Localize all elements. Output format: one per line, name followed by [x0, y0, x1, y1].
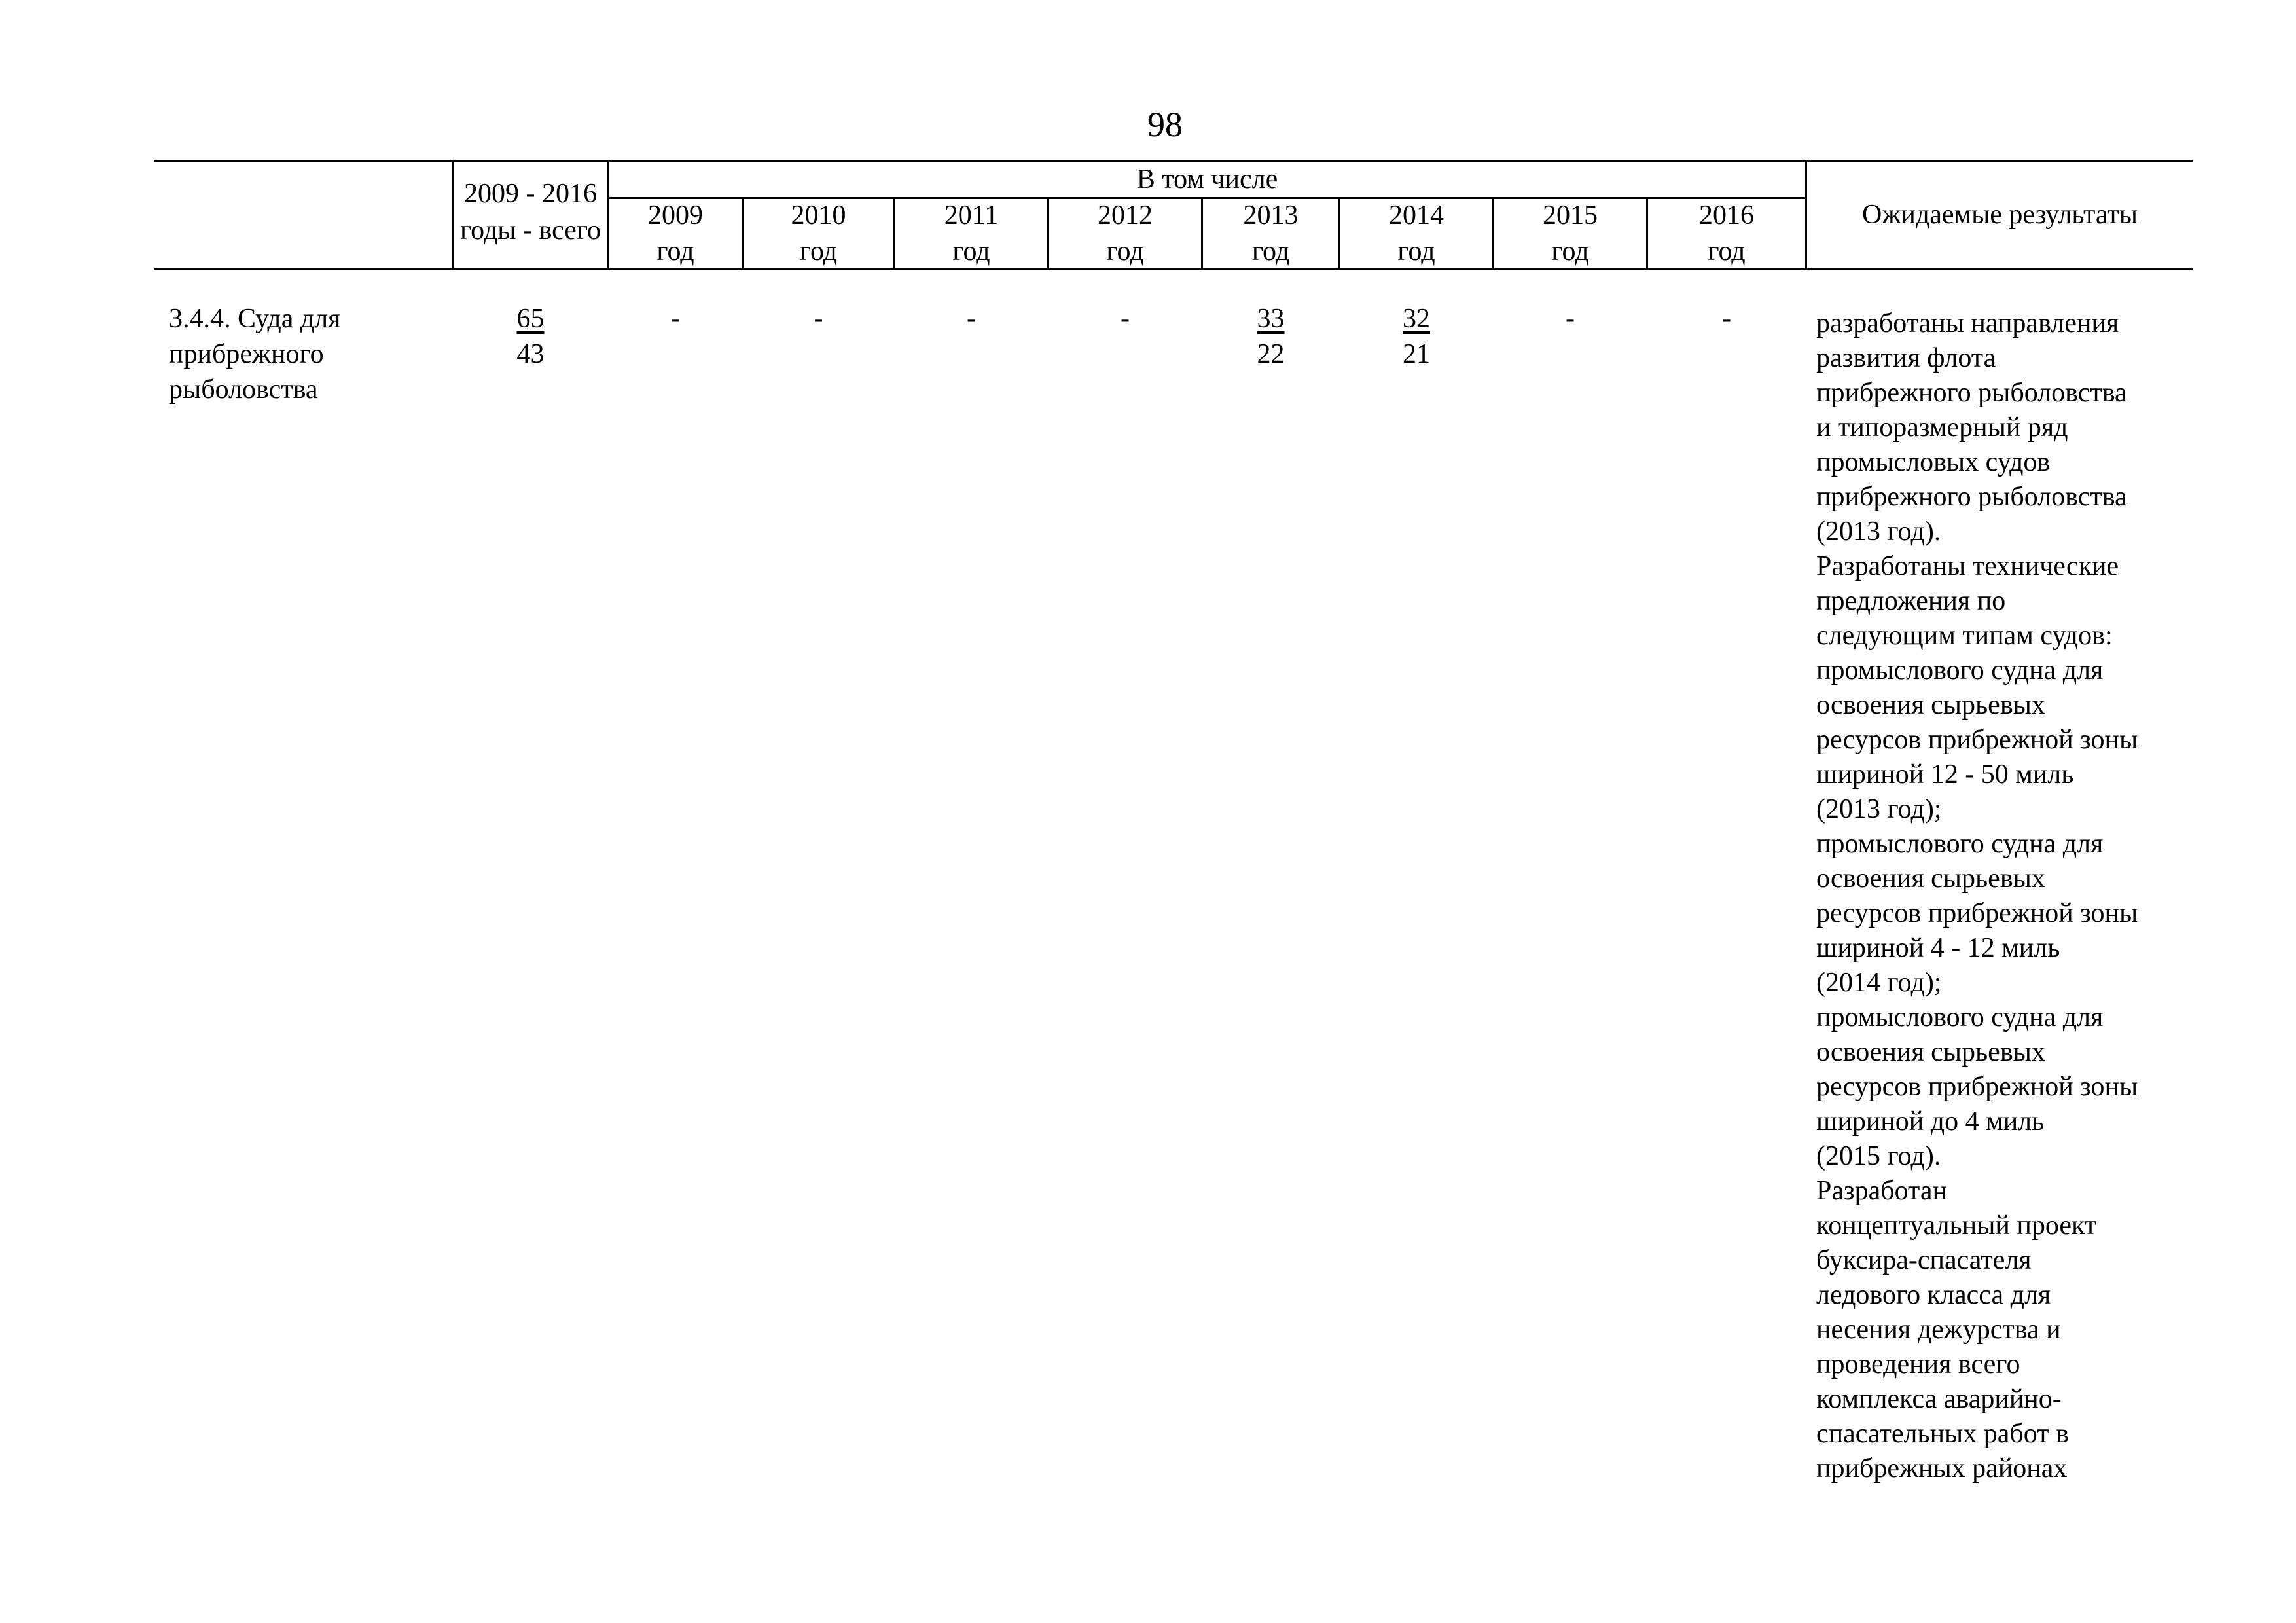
year-header-2013: 2013	[1243, 200, 1299, 230]
results-line: (2013 год);	[1816, 794, 1942, 824]
year-header-2016: 2016	[1699, 200, 1754, 230]
row-name-line: 3.4.4. Суда для	[169, 304, 341, 334]
value-2014-bottom: 21	[1403, 339, 1430, 369]
row-name-line: рыболовства	[169, 374, 318, 405]
results-line: промыслового судна для	[1816, 1002, 2104, 1032]
results-line: (2013 год).	[1816, 517, 1941, 547]
results-line: освоения сырьевых	[1816, 1037, 2045, 1067]
including-header: В том числе	[1136, 164, 1278, 194]
results-line: и типоразмерный ряд	[1816, 412, 2068, 443]
results-line: промысловых судов	[1816, 447, 2051, 477]
year-header-2012: 2012	[1098, 200, 1153, 230]
total-value-top: 65	[516, 304, 545, 334]
results-line: ресурсов прибрежной зоны	[1816, 1072, 2138, 1102]
value-2013-bottom: 22	[1257, 339, 1285, 369]
expected-results-text	[1816, 306, 2183, 1486]
results-line: несения дежурства и	[1816, 1315, 2061, 1345]
year-unit: год	[1106, 236, 1144, 266]
results-line: Разработан	[1816, 1176, 1948, 1206]
results-line: развития флота	[1816, 343, 1996, 373]
page-number: 98	[1147, 105, 1183, 144]
year-unit: год	[1397, 236, 1435, 266]
header-bottom-rule	[154, 268, 2193, 270]
value-2011-top: -	[967, 304, 976, 334]
results-line: проведения всего	[1816, 1349, 2020, 1379]
results-line: промыслового судна для	[1816, 655, 2104, 685]
year-unit: год	[656, 236, 694, 266]
value-2014-top: 32	[1403, 304, 1430, 334]
value-2016-top: -	[1722, 304, 1731, 334]
results-line: (2015 год).	[1816, 1141, 1941, 1171]
row-name-line: прибрежного	[169, 339, 324, 369]
subheader-rule	[609, 197, 1806, 199]
results-line: спасательных работ в	[1816, 1419, 2069, 1449]
results-line: шириной 12 - 50 миль	[1816, 759, 2074, 790]
header-top-rule	[154, 160, 2193, 162]
year-unit: год	[1708, 236, 1746, 266]
total-header-line2: годы - всего	[459, 215, 601, 246]
total-header-line1: 2009 - 2016	[464, 179, 597, 209]
year-unit: год	[952, 236, 990, 266]
year-header-2014: 2014	[1389, 200, 1444, 230]
results-line: концептуальный проект	[1816, 1211, 2097, 1241]
results-line: прибрежного рыболовства	[1816, 378, 2127, 408]
results-line: промыслового судна для	[1816, 829, 2104, 859]
year-header-2015: 2015	[1543, 200, 1598, 230]
results-line: Разработаны технические	[1816, 551, 2119, 581]
results-line: предложения по	[1816, 586, 2006, 616]
year-header-2011: 2011	[944, 200, 999, 230]
results-line: ресурсов прибрежной зоны	[1816, 898, 2138, 928]
year-unit: год	[799, 236, 838, 266]
value-2015-top: -	[1566, 304, 1575, 334]
year-unit: год	[1551, 236, 1589, 266]
total-value-bottom: 43	[516, 339, 545, 369]
value-2013-top: 33	[1257, 304, 1285, 334]
results-line: разработаны направления	[1816, 308, 2119, 338]
value-2010-top: -	[814, 304, 823, 334]
results-line: (2014 год);	[1816, 968, 1942, 998]
results-line: прибрежного рыболовства	[1816, 482, 2127, 512]
results-line: шириной 4 - 12 миль	[1816, 933, 2060, 963]
results-header: Ожидаемые результаты	[1862, 200, 2138, 230]
value-2009-top: -	[671, 304, 680, 334]
results-line: прибрежных районах	[1816, 1453, 2068, 1484]
results-line: следующим типам судов:	[1816, 621, 2113, 651]
results-line: ледового класса для	[1816, 1280, 2051, 1310]
results-line: комплекса аварийно-	[1816, 1384, 2062, 1414]
results-line: шириной до 4 миль	[1816, 1106, 2045, 1137]
results-line: буксира-спасателя	[1816, 1245, 2032, 1275]
year-header-2009: 2009	[648, 200, 703, 230]
year-unit: год	[1251, 236, 1290, 266]
year-header-2010: 2010	[791, 200, 846, 230]
value-2012-top: -	[1121, 304, 1130, 334]
results-line: освоения сырьевых	[1816, 690, 2045, 720]
results-line: ресурсов прибрежной зоны	[1816, 725, 2138, 755]
results-line: освоения сырьевых	[1816, 864, 2045, 894]
